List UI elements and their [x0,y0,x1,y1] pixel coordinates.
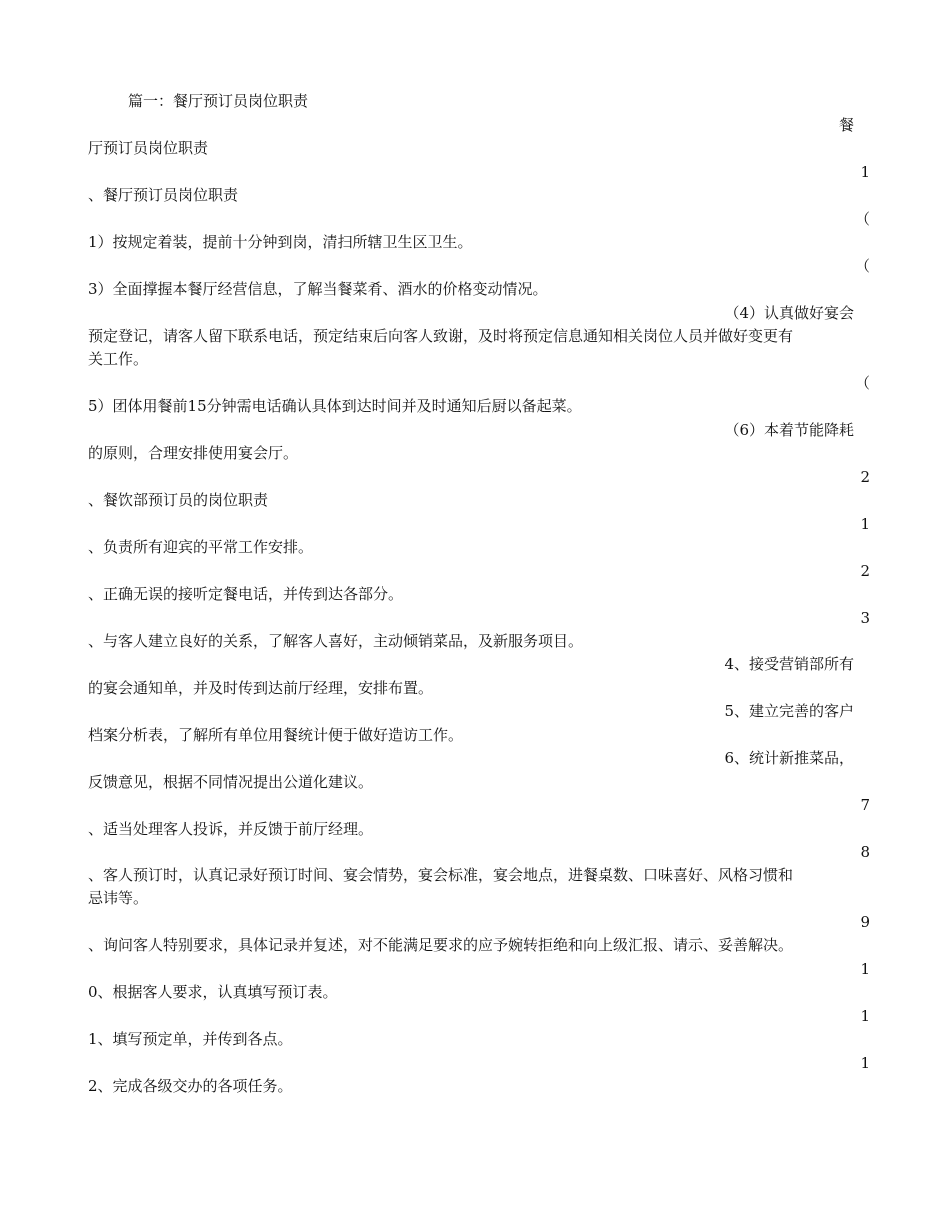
text-line: 、与客人建立良好的关系，了解客人喜好，主动倾销菜品，及新服务项目。 [88,632,584,650]
text-line: 、询问客人特别要求，具体记录并复述，对不能满足要求的应予婉转拒绝和向上级汇报、请示、妥善解决。 [88,936,794,954]
line-marker: 2 [860,468,870,486]
text-line: 餐 [838,116,854,134]
text-line: （4）认真做好宴会 [724,304,854,322]
line-marker: 8 [860,843,870,861]
line-marker: 1 [860,515,870,533]
line-marker: （ [854,210,870,228]
line-marker: 1 [860,163,870,181]
text-line: 关工作。 [88,350,149,368]
text-line: （6）本着节能降耗 [724,421,854,439]
text-line: 0、根据客人要求，认真填写预订表。 [88,983,338,1001]
text-line: 6、统计新推菜品， [724,749,854,767]
text-line: 、餐厅预订员岗位职责 [88,186,239,204]
line-marker: （ [854,374,870,392]
text-line: 5、建立完善的客户 [724,702,854,720]
document-heading: 篇一：餐厅预订员岗位职责 [128,92,309,110]
text-line: 反馈意见，根据不同情况提出公道化建议。 [88,773,374,791]
text-line: 4、接受营销部所有 [724,655,854,673]
line-marker: 1 [860,960,870,978]
line-marker: 7 [860,796,870,814]
line-marker: 1 [860,1007,870,1025]
text-line: 、餐饮部预订员的岗位职责 [88,491,269,509]
text-line: 厅预订员岗位职责 [88,139,209,157]
text-line: 5）团体用餐前15分钟需电话确认具体到达时间并及时通知后厨以备起菜。 [88,397,582,415]
text-line: 2、完成各级交办的各项任务。 [88,1077,293,1095]
line-marker: 1 [860,1054,870,1072]
text-line: 、客人预订时，认真记录好预订时间、宴会情势，宴会标准，宴会地点，进餐桌数、口味喜好、风格习惯和 [88,866,794,884]
text-line: 1、填写预定单，并传到各点。 [88,1030,293,1048]
text-line: 预定登记，请客人留下联系电话，预定结束后向客人致谢，及时将预定信息通知相关岗位人员并做好变更有 [88,327,794,345]
text-line: 的原则，合理安排使用宴会厅。 [88,444,299,462]
line-marker: 2 [860,562,870,580]
line-marker: 3 [860,609,870,627]
line-marker: （ [854,257,870,275]
text-line: 、负责所有迎宾的平常工作安排。 [88,538,314,556]
text-line: 1）按规定着装，提前十分钟到岗，清扫所辖卫生区卫生。 [88,233,473,251]
text-line: 的宴会通知单，并及时传到达前厅经理，安排布置。 [88,679,434,697]
text-line: 、正确无误的接听定餐电话，并传到达各部分。 [88,585,404,603]
text-line: 忌讳等。 [88,889,149,907]
text-line: 3）全面撑握本餐厅经营信息，了解当餐菜肴、酒水的价格变动情况。 [88,280,548,298]
text-line: 档案分析表，了解所有单位用餐统计便于做好造访工作。 [88,726,464,744]
text-line: 、适当处理客人投诉，并反馈于前厅经理。 [88,820,374,838]
line-marker: 9 [860,913,870,931]
